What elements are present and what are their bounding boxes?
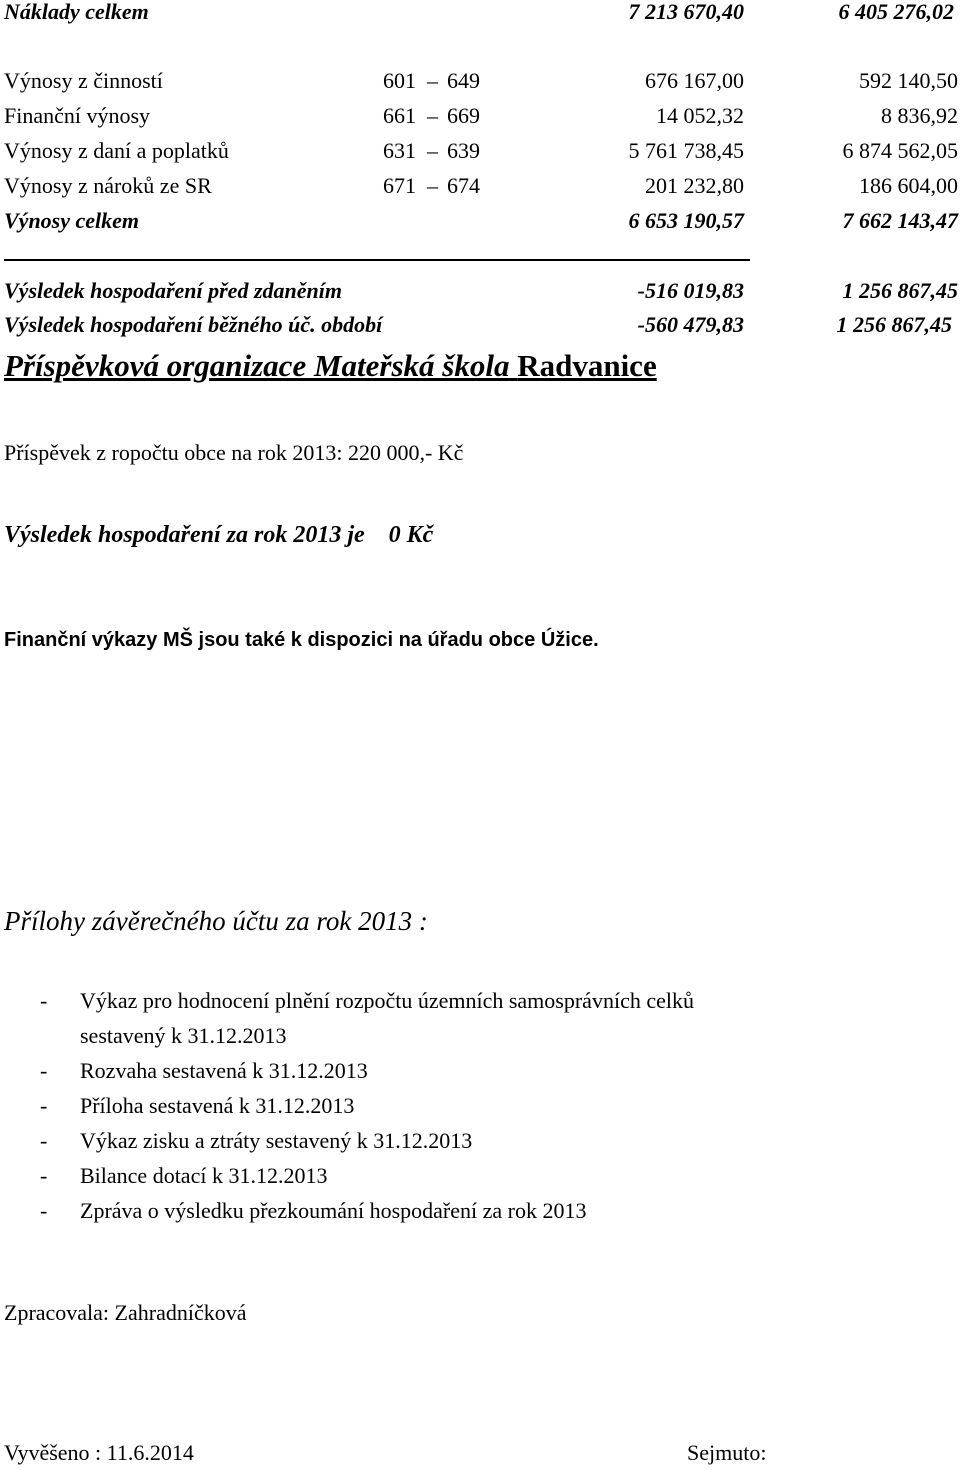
separator-line xyxy=(4,259,750,261)
value-2012: 592 140,50 xyxy=(859,68,958,93)
financial-statements-note: Finanční výkazy MŠ jsou také k dispozici na úřadu obce Úžice. xyxy=(4,629,599,651)
naklady-celkem-row xyxy=(0,0,960,27)
range-dash: – xyxy=(427,138,438,163)
organization-title xyxy=(4,346,657,386)
range-to: 674 xyxy=(447,173,480,198)
vynosy-celkem-label: Výnosy celkem xyxy=(4,208,140,233)
list-item-text: Výkaz zisku a ztráty sestavený k 31.12.2013 xyxy=(80,1128,473,1153)
range-to: 639 xyxy=(447,138,480,163)
range-from: 631 xyxy=(383,138,416,163)
prepared-by: Zpracovala: Zahradníčková xyxy=(4,1300,247,1325)
vysledek-pred-2013: -516 019,83 xyxy=(637,278,744,303)
range-dash: – xyxy=(427,103,438,128)
vysledek-bezne-label: Výsledek hospodaření běžného úč. období xyxy=(4,312,383,337)
list-item-text: Zpráva o výsledku přezkoumání hospodaření za rok 2013 xyxy=(80,1198,587,1223)
range-dash: – xyxy=(427,173,438,198)
row-label: Finanční výnosy xyxy=(4,103,151,128)
vysledek-bezne-2012: 1 256 867,45 xyxy=(836,312,952,337)
naklady-celkem-2012: 6 405 276,02 xyxy=(838,0,954,24)
value-2012: 8 836,92 xyxy=(881,103,958,128)
result-value: 0 Kč xyxy=(388,522,434,548)
value-2013: 676 167,00 xyxy=(645,68,744,93)
organization-title-italic: Příspěvková organizace Mateřská škola xyxy=(4,348,510,383)
vysledek-pred-2012: 1 256 867,45 xyxy=(842,278,958,303)
list-dash: - xyxy=(40,1198,48,1223)
range-from: 601 xyxy=(383,68,416,93)
row-label: Výnosy z činností xyxy=(4,68,163,93)
list-dash: - xyxy=(40,1128,48,1153)
naklady-celkem-2013: 7 213 670,40 xyxy=(628,0,744,24)
range-from: 661 xyxy=(383,103,416,128)
table-row xyxy=(0,101,960,131)
vynosy-celkem-2013: 6 653 190,57 xyxy=(628,208,744,233)
table-row xyxy=(0,171,960,201)
naklady-celkem-label: Náklady celkem xyxy=(4,0,149,24)
range-dash: – xyxy=(427,68,438,93)
vysledek-bezne-2013: -560 479,83 xyxy=(637,312,744,337)
value-2012: 6 874 562,05 xyxy=(842,138,958,163)
removed-date: Sejmuto: xyxy=(687,1440,767,1465)
list-item-text: Výkaz pro hodnocení plnění rozpočtu územních samosprávních celků xyxy=(80,988,694,1013)
list-dash: - xyxy=(40,1093,48,1118)
value-2013: 5 761 738,45 xyxy=(628,138,744,163)
organization-title-name: Radvanice xyxy=(517,348,657,383)
vysledek-pred-label: Výsledek hospodaření před zdaněním xyxy=(4,278,342,303)
row-label: Výnosy z daní a poplatků xyxy=(4,138,229,163)
result-label: Výsledek hospodaření za rok 2013 je xyxy=(4,522,365,548)
list-dash: - xyxy=(40,988,48,1013)
range-to: 669 xyxy=(447,103,480,128)
table-row xyxy=(0,136,960,166)
list-item-text: Bilance dotací k 31.12.2013 xyxy=(80,1163,328,1188)
list-item-text: Příloha sestavená k 31.12.2013 xyxy=(80,1093,355,1118)
vysledek-pred-row xyxy=(0,276,960,306)
list-item-text: sestavený k 31.12.2013 xyxy=(80,1023,287,1048)
result-line xyxy=(4,518,433,552)
contribution-text: Příspěvek z ropočtu obce na rok 2013: 220 000,- Kč xyxy=(4,440,464,465)
vynosy-celkem-row xyxy=(0,206,960,236)
range-from: 671 xyxy=(383,173,416,198)
value-2013: 14 052,32 xyxy=(656,103,744,128)
list-dash: - xyxy=(40,1058,48,1083)
vysledek-bezne-row xyxy=(0,310,960,340)
attachments-heading: Přílohy závěrečného účtu za rok 2013 : xyxy=(4,906,428,936)
value-2013: 201 232,80 xyxy=(645,173,744,198)
range-to: 649 xyxy=(447,68,480,93)
list-dash: - xyxy=(40,1163,48,1188)
row-label: Výnosy z nároků ze SR xyxy=(4,173,212,198)
posted-date: Vyvěšeno : 11.6.2014 xyxy=(4,1440,194,1465)
vynosy-celkem-2012: 7 662 143,47 xyxy=(842,208,958,233)
list-item-text: Rozvaha sestavená k 31.12.2013 xyxy=(80,1058,368,1083)
table-row xyxy=(0,66,960,96)
value-2012: 186 604,00 xyxy=(859,173,958,198)
